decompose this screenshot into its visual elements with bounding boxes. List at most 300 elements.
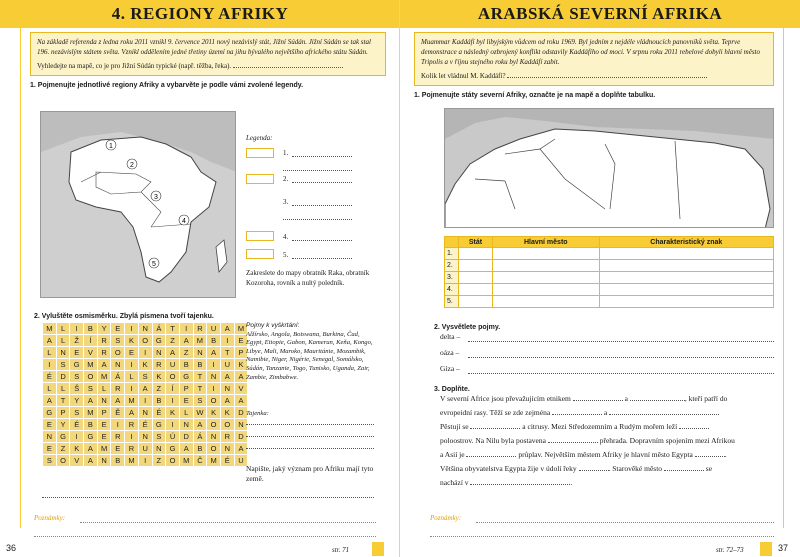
grid-cell[interactable]: W [193, 407, 207, 419]
grid-cell[interactable]: T [56, 395, 70, 407]
right-task3: 3. Doplňte. [434, 386, 470, 393]
grid-row [43, 323, 248, 335]
grid-cell[interactable]: I [138, 455, 152, 467]
grid-cell[interactable]: A [43, 395, 57, 407]
grid-cell[interactable]: B [84, 419, 98, 431]
legend-line[interactable] [292, 182, 352, 183]
grid-cell[interactable]: M [207, 455, 221, 467]
table-cell[interactable] [459, 296, 493, 308]
grid-cell[interactable]: D [56, 371, 70, 383]
grid-cell[interactable]: A [138, 383, 152, 395]
grid-cell[interactable]: I [207, 383, 221, 395]
grid-cell[interactable]: T [220, 347, 234, 359]
grid-cell[interactable]: É [220, 455, 234, 467]
grid-cell[interactable]: I [207, 359, 221, 371]
grid-cell[interactable]: M [234, 323, 248, 335]
grid-cell[interactable]: G [179, 371, 193, 383]
grid-cell[interactable]: O [166, 371, 180, 383]
grid-cell[interactable]: A [234, 371, 248, 383]
grid-row [43, 359, 248, 371]
grid-cell[interactable]: A [220, 323, 234, 335]
right-page-title: ARABSKÁ SEVERNÍ AFRIKA [400, 0, 800, 28]
grid-cell[interactable]: K [166, 407, 180, 419]
legend-line[interactable] [292, 240, 352, 241]
grid-cell[interactable]: M [125, 455, 139, 467]
grid-cell[interactable]: P [97, 407, 111, 419]
grid-row [43, 347, 248, 359]
grid-cell[interactable]: A [234, 443, 248, 455]
left-intro-box [30, 32, 386, 76]
grid-cell[interactable]: M [43, 323, 57, 335]
grid-cell[interactable]: M [97, 371, 111, 383]
legend-color-box[interactable] [246, 174, 274, 184]
notes-line[interactable] [80, 522, 376, 523]
left-intro-question: Vyhledejte na mapě, co je pro Jižní Súdán typické (např. těžba, řeka). [37, 62, 232, 70]
fill-line-1: V severní Africe jsou převažujícím etnikem a , kteří patří do [440, 394, 728, 403]
grid-cell[interactable]: I [70, 431, 84, 443]
africa-map-svg [41, 112, 236, 298]
grid-cell[interactable]: I [125, 323, 139, 335]
term-oaza: oáza – [440, 348, 460, 357]
grid-cell[interactable]: B [179, 359, 193, 371]
grid-cell[interactable]: O [166, 455, 180, 467]
africa-map [40, 111, 236, 298]
grid-cell[interactable]: N [220, 443, 234, 455]
col-header: Stát [459, 237, 493, 248]
grid-cell[interactable]: G [56, 431, 70, 443]
table-cell[interactable] [599, 272, 773, 284]
map-label: 1 [109, 143, 113, 150]
table-cell[interactable] [459, 284, 493, 296]
grid-cell[interactable]: G [84, 431, 98, 443]
term-line[interactable] [468, 373, 774, 374]
table-cell[interactable] [599, 260, 773, 272]
grid-cell[interactable]: A [111, 395, 125, 407]
grid-cell[interactable]: U [166, 359, 180, 371]
grid-cell[interactable]: P [179, 383, 193, 395]
grid-cell[interactable]: S [111, 335, 125, 347]
grid-cell[interactable]: P [234, 347, 248, 359]
grid-cell[interactable]: V [70, 455, 84, 467]
left-task1: 1. Pojmenujte jednotlivé regiony Afriky a vybarvěte je podle vámi zvolené legendy. [30, 82, 304, 89]
legend-color-box[interactable] [246, 249, 274, 259]
grid-cell[interactable]: O [138, 335, 152, 347]
grid-cell[interactable]: Y [56, 419, 70, 431]
fill-line-3: Pěstují se a citrusy. Mezi Středozemním a Rudým mořem leží [440, 421, 709, 433]
grid-cell[interactable]: N [138, 323, 152, 335]
grid-cell[interactable]: R [97, 335, 111, 347]
table-row [445, 284, 774, 296]
grid-row [43, 395, 248, 407]
grid-cell[interactable]: M [193, 335, 207, 347]
table-row [445, 272, 774, 284]
tajenka-line[interactable] [246, 436, 374, 437]
fill-line-2: evropeidní rasy. Těží se zde zejména a [440, 407, 719, 419]
term-line[interactable] [468, 357, 774, 358]
legend-color-box[interactable] [246, 148, 274, 158]
grid-cell[interactable]: I [125, 359, 139, 371]
right-task1: 1. Pojmenujte státy severní Afriky, označte je na mapě a doplňte tabulku. [414, 92, 656, 99]
grid-cell[interactable]: S [70, 407, 84, 419]
grid-cell[interactable]: O [111, 347, 125, 359]
left-margin-line [20, 28, 21, 528]
grid-cell[interactable]: S [193, 395, 207, 407]
grid-cell[interactable]: L [43, 347, 57, 359]
words-text: Alžírsko, Angola, Botswana, Burkina, Čad, Egypt, Etiopie, Gabon, Kamerun, Keňa, Kongo, Libye, Mali, Maroko, Mauritánie, Mozambik, Namibie, Niger, Nigérie, Senegal, Somálsko, Súdán, Tanzanie, Togo, Tunisko, Uganda, Zair, Zambie, Zimbabwe. [246, 330, 373, 381]
grid-cell[interactable]: B [193, 443, 207, 455]
grid-cell[interactable]: L [97, 383, 111, 395]
grid-cell[interactable]: R [111, 431, 125, 443]
grid-row [43, 455, 248, 467]
book-icon [760, 542, 772, 556]
table-cell[interactable] [599, 296, 773, 308]
states-table [444, 236, 774, 308]
grid-cell[interactable]: A [125, 407, 139, 419]
grid-cell[interactable]: R [125, 443, 139, 455]
grid-row [43, 407, 248, 419]
map-label: 5 [152, 261, 156, 268]
grid-cell[interactable]: E [179, 395, 193, 407]
grid-row [43, 335, 248, 347]
grid-cell[interactable]: A [193, 419, 207, 431]
map-label: 3 [154, 194, 158, 201]
grid-cell[interactable]: N [220, 383, 234, 395]
grid-cell[interactable]: N [138, 407, 152, 419]
legend-color-box[interactable] [246, 231, 274, 241]
grid-cell[interactable]: Y [70, 395, 84, 407]
grid-cell[interactable]: N [179, 419, 193, 431]
grid-cell[interactable]: O [56, 455, 70, 467]
grid-cell[interactable]: Ě [111, 407, 125, 419]
grid-cell[interactable]: T [193, 383, 207, 395]
legend-line[interactable] [292, 156, 352, 157]
grid-row [43, 419, 248, 431]
table-cell[interactable] [459, 260, 493, 272]
grid-cell[interactable]: R [111, 383, 125, 395]
grid-cell[interactable]: G [152, 335, 166, 347]
row-num: 4. [445, 284, 459, 296]
grid-cell[interactable]: U [234, 455, 248, 467]
grid-cell[interactable]: É [70, 419, 84, 431]
grid-cell[interactable]: O [220, 419, 234, 431]
grid-cell[interactable]: A [179, 443, 193, 455]
table-cell[interactable] [459, 272, 493, 284]
grid-cell[interactable]: A [97, 359, 111, 371]
grid-cell[interactable]: K [125, 335, 139, 347]
grid-cell[interactable]: S [84, 383, 98, 395]
grid-cell[interactable]: A [220, 371, 234, 383]
grid-cell[interactable]: D [179, 431, 193, 443]
grid-cell[interactable]: L [179, 407, 193, 419]
grid-cell[interactable]: B [152, 395, 166, 407]
legend-line[interactable] [292, 205, 352, 206]
grid-cell[interactable]: K [234, 359, 248, 371]
legend-num: 3. [283, 198, 289, 206]
grid-cell[interactable]: S [56, 359, 70, 371]
grid-cell[interactable]: A [166, 347, 180, 359]
grid-cell[interactable]: N [138, 431, 152, 443]
grid-cell[interactable]: N [111, 359, 125, 371]
napiste-text: Napište, jaký význam pro Afriku mají tyto země. [246, 464, 374, 483]
grid-cell[interactable]: Á [193, 431, 207, 443]
legend-num: 4. [283, 233, 289, 241]
grid-cell[interactable]: Č [193, 455, 207, 467]
tajenka-line[interactable] [246, 424, 374, 425]
col-header: Hlavní město [493, 237, 600, 248]
grid-cell[interactable]: Z [166, 335, 180, 347]
legend-num: 2. [283, 175, 289, 183]
grid-cell[interactable]: Z [56, 443, 70, 455]
table-row [445, 248, 774, 260]
grid-cell[interactable]: G [43, 407, 57, 419]
grid-cell[interactable]: Í [84, 335, 98, 347]
grid-cell[interactable]: M [84, 359, 98, 371]
words-list [246, 322, 376, 382]
right-page [400, 0, 800, 557]
right-margin-line [783, 28, 784, 528]
grid-cell[interactable]: R [220, 431, 234, 443]
table-cell[interactable] [493, 284, 600, 296]
grid-cell[interactable]: Š [70, 383, 84, 395]
grid-cell[interactable]: M [84, 407, 98, 419]
grid-cell[interactable]: U [207, 323, 221, 335]
grid-cell[interactable]: O [207, 443, 221, 455]
grid-cell[interactable]: N [56, 347, 70, 359]
grid-cell[interactable]: N [43, 431, 57, 443]
grid-cell[interactable]: A [43, 335, 57, 347]
row-num: 2. [445, 260, 459, 272]
table-row [445, 296, 774, 308]
words-title: Pojmy k vyškrtání: [246, 322, 300, 329]
grid-cell[interactable]: B [111, 455, 125, 467]
grid-cell[interactable]: T [193, 371, 207, 383]
map-label: 4 [182, 218, 186, 225]
grid-cell[interactable]: Á [152, 323, 166, 335]
grid-cell[interactable]: N [193, 347, 207, 359]
legend-title: Legenda: [246, 134, 273, 142]
grid-cell[interactable]: N [97, 455, 111, 467]
grid-cell[interactable]: D [234, 431, 248, 443]
grid-cell[interactable]: U [138, 443, 152, 455]
answer-line[interactable] [507, 77, 707, 78]
grid-cell[interactable]: E [43, 443, 57, 455]
grid-cell[interactable]: É [138, 419, 152, 431]
fill-line-5: a Asií je průplav. Největším městem Afriky je hlavní město Egypta . [440, 450, 727, 459]
grid-cell[interactable]: I [43, 359, 57, 371]
grid-cell[interactable]: I [70, 323, 84, 335]
grid-cell[interactable]: T [166, 323, 180, 335]
row-num: 1. [445, 248, 459, 260]
grid-cell[interactable]: K [70, 443, 84, 455]
grid-cell[interactable]: E [111, 443, 125, 455]
grid-cell[interactable]: B [84, 323, 98, 335]
grid-cell[interactable]: G [166, 443, 180, 455]
answer-line[interactable] [42, 497, 374, 498]
grid-cell[interactable]: A [84, 455, 98, 467]
grid-cell[interactable]: R [193, 323, 207, 335]
grid-cell[interactable]: S [43, 455, 57, 467]
grid-cell[interactable]: Ú [166, 431, 180, 443]
right-intro-question: Kolik let vládnul M. Kaddáfí? [421, 72, 506, 80]
grid-cell[interactable]: Y [97, 323, 111, 335]
left-task2: 2. Vyluštěte osmisměrku. Zbylá písmena tvoří tajenku. [34, 313, 214, 320]
grid-cell[interactable]: R [152, 359, 166, 371]
grid-cell[interactable]: A [207, 347, 221, 359]
grid-cell[interactable]: L [125, 371, 139, 383]
col-header: Charakteristický znak [599, 237, 773, 248]
table-cell[interactable] [599, 248, 773, 260]
term-line[interactable] [468, 341, 774, 342]
word-search-grid[interactable] [42, 322, 248, 467]
grid-cell[interactable]: I [138, 395, 152, 407]
grid-cell[interactable]: I [166, 395, 180, 407]
grid-cell[interactable]: O [207, 395, 221, 407]
grid-row [43, 371, 248, 383]
fill-line-7: nachází v . [440, 478, 573, 487]
left-page-title: 4. REGIONY AFRIKY [0, 0, 400, 28]
grid-cell[interactable]: P [56, 407, 70, 419]
grid-cell[interactable]: A [234, 395, 248, 407]
grid-cell[interactable]: O [84, 371, 98, 383]
grid-cell[interactable]: A [84, 395, 98, 407]
grid-cell[interactable]: M [125, 395, 139, 407]
grid-cell[interactable]: E [97, 419, 111, 431]
poznamky-label: Poznámky: [34, 514, 66, 522]
grid-cell[interactable]: G [152, 419, 166, 431]
grid-cell[interactable]: K [138, 359, 152, 371]
book-icon [372, 542, 384, 556]
grid-cell[interactable]: L [43, 383, 57, 395]
table-cell[interactable] [459, 248, 493, 260]
grid-cell[interactable]: G [70, 359, 84, 371]
grid-cell[interactable]: R [97, 347, 111, 359]
legend-num: 5. [283, 251, 289, 259]
map-label: 2 [130, 162, 134, 169]
left-intro-text: Na základě referenda z ledna roku 2011 vznikl 9. července 2011 nový nezávislý stát, Jižní Súdán. Jižní Súdán se tak stal 196. nezávislým státem světa. Vznikl oddělením jedné třetiny území na jihu bývalého největšího afrického státu Súdán. [37, 38, 371, 56]
right-task2: 2. Vysvětlete pojmy. [434, 324, 501, 331]
grid-cell[interactable]: I [179, 323, 193, 335]
grid-cell[interactable]: I [125, 383, 139, 395]
grid-cell[interactable]: Z [179, 347, 193, 359]
table-cell[interactable] [599, 284, 773, 296]
grid-cell[interactable]: I [166, 419, 180, 431]
grid-cell[interactable]: K [207, 407, 221, 419]
fill-line-4: poloostrov. Na Nilu byla postavena přehrada. Dopravním spojením mezi Afrikou [440, 436, 735, 445]
poznamky-label: Poznámky: [430, 514, 462, 522]
grid-cell[interactable]: A [179, 335, 193, 347]
right-intro-box [414, 32, 774, 86]
grid-row [43, 431, 248, 443]
grid-cell[interactable]: V [234, 383, 248, 395]
answer-line[interactable] [233, 67, 343, 68]
grid-cell[interactable]: I [138, 347, 152, 359]
page-ref: str. 72–73 [716, 546, 744, 554]
legend-line[interactable] [292, 258, 352, 259]
grid-cell[interactable]: E [97, 431, 111, 443]
table-cell[interactable] [493, 248, 600, 260]
tajenka-line[interactable] [246, 448, 374, 449]
grid-row [43, 443, 248, 455]
grid-cell[interactable]: N [97, 395, 111, 407]
grid-cell[interactable]: K [152, 371, 166, 383]
grid-cell[interactable]: I [220, 335, 234, 347]
grid-cell[interactable]: B [193, 359, 207, 371]
grid-cell[interactable]: D [234, 407, 248, 419]
grid-cell[interactable]: Z [152, 455, 166, 467]
term-delta: delta – [440, 332, 461, 341]
grid-cell[interactable]: M [97, 443, 111, 455]
page-number: 36 [6, 543, 17, 553]
tajenka-label: Tajenka: [246, 410, 269, 417]
grid-cell[interactable]: O [207, 419, 221, 431]
grid-cell[interactable]: I [125, 431, 139, 443]
grid-cell[interactable]: V [84, 347, 98, 359]
grid-cell[interactable]: L [56, 335, 70, 347]
grid-cell[interactable]: M [179, 455, 193, 467]
grid-cell[interactable]: Ž [70, 335, 84, 347]
grid-cell[interactable]: E [111, 323, 125, 335]
row-num: 5. [445, 296, 459, 308]
north-africa-map-svg [445, 109, 774, 228]
term-giza: Gíza – [440, 364, 460, 373]
grid-cell[interactable]: L [56, 323, 70, 335]
table-cell[interactable] [493, 272, 600, 284]
legend-num: 1. [283, 149, 289, 157]
grid-cell[interactable]: N [234, 419, 248, 431]
grid-row [43, 383, 248, 395]
grid-cell[interactable]: Í [166, 383, 180, 395]
fill-line-6: Většina obyvatelstva Egypta žije v údolí řeky . Starověké město se [440, 464, 713, 473]
grid-cell[interactable]: E [43, 419, 57, 431]
notes-line[interactable] [430, 536, 774, 537]
grid-cell[interactable]: É [152, 407, 166, 419]
grid-cell[interactable]: A [84, 443, 98, 455]
grid-cell[interactable]: N [207, 371, 221, 383]
grid-cell[interactable]: S [138, 371, 152, 383]
grid-cell[interactable]: N [152, 347, 166, 359]
grid-cell[interactable]: S [70, 371, 84, 383]
grid-cell[interactable]: S [152, 431, 166, 443]
grid-cell[interactable]: B [207, 335, 221, 347]
grid-cell[interactable]: E [234, 335, 248, 347]
grid-cell[interactable]: L [56, 383, 70, 395]
grid-cell[interactable]: R [125, 419, 139, 431]
grid-cell[interactable]: N [207, 431, 221, 443]
grid-cell[interactable]: A [220, 395, 234, 407]
grid-cell[interactable]: N [152, 443, 166, 455]
page-ref: str. 71 [332, 546, 350, 554]
grid-cell[interactable]: U [220, 359, 234, 371]
grid-cell[interactable]: Á [111, 371, 125, 383]
table-cell[interactable] [493, 260, 600, 272]
grid-cell[interactable]: K [220, 407, 234, 419]
grid-cell[interactable]: E [125, 347, 139, 359]
grid-cell[interactable]: É [43, 371, 57, 383]
grid-cell[interactable]: Z [152, 383, 166, 395]
legend-line[interactable] [283, 170, 352, 171]
notes-line[interactable] [34, 536, 376, 537]
page-number: 37 [778, 543, 789, 553]
north-africa-map [444, 108, 774, 228]
notes-line[interactable] [476, 522, 774, 523]
right-intro-text: Muammar Kaddáfí byl libyjským vůdcem od roku 1969. Byl jedním z nejdéle vládnoucích panovníků světa. Teprve demonstrace a následný ozbrojený konflikt odstavily Kaddáfího od moci. V srpnu roku 2011 rebelové dobyli hlavní město Tripolis a v říjnu stejného roku byl Kaddáfí zabit. [421, 38, 760, 66]
table-row [445, 260, 774, 272]
grid-cell[interactable]: E [70, 347, 84, 359]
table-cell[interactable] [493, 296, 600, 308]
grid-cell[interactable]: I [111, 419, 125, 431]
legend-line[interactable] [283, 219, 352, 220]
zakreslete-text: Zakreslete do mapy obratník Raka, obratník Kozoroha, rovník a nultý poledník. [246, 269, 370, 287]
